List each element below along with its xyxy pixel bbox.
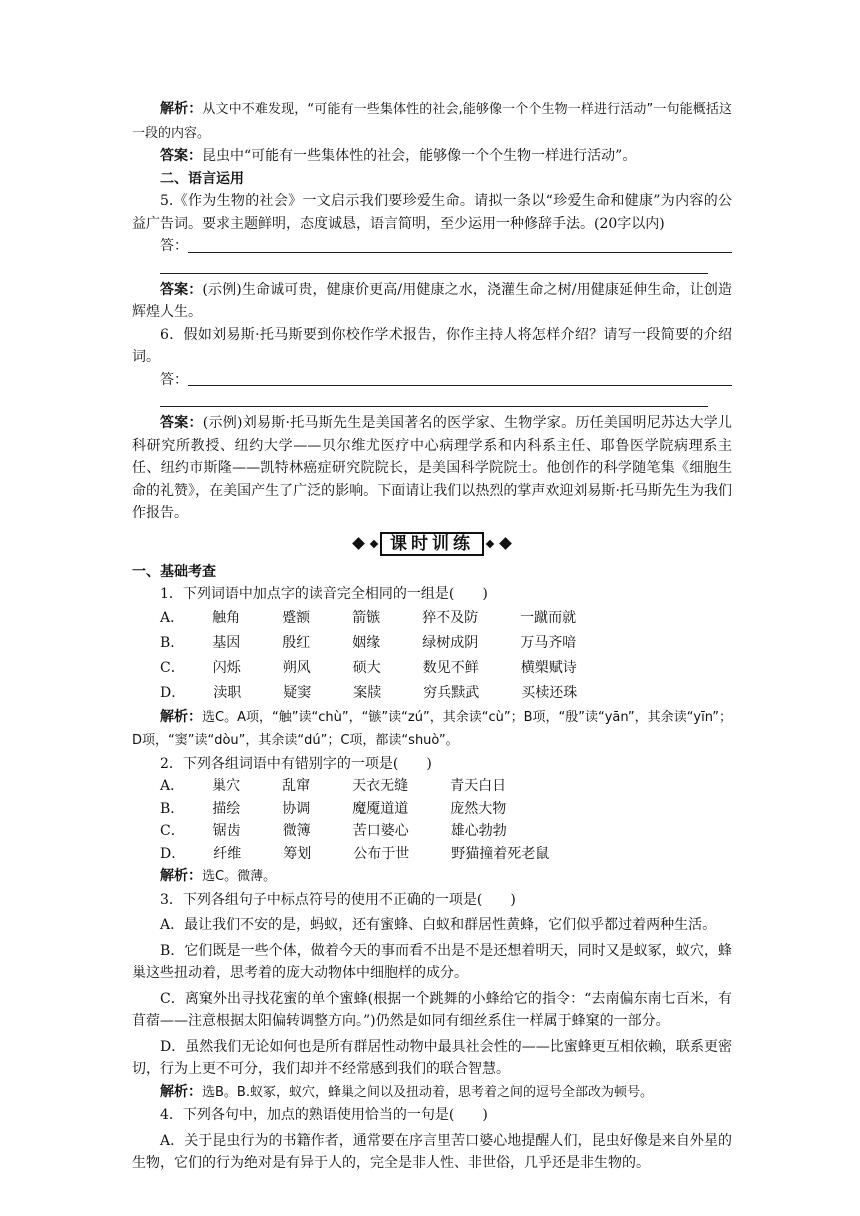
option-word: 买椟还珠: [521, 684, 578, 701]
answer-line-5[interactable]: [132, 235, 732, 258]
answer-6: [132, 412, 732, 525]
option-word: 朔风: [282, 659, 311, 676]
option-a[interactable]: [132, 775, 732, 798]
option-word: 闪烁: [212, 659, 241, 676]
option-word: 苦口婆心: [352, 823, 409, 839]
answer-text: 昆虫中“可能有一些集体性的社会，能够像一个个生物一样进行活动”。: [202, 148, 637, 164]
analysis-label: 解析：: [160, 708, 203, 725]
analysis-text: 从文中不难发现，“可能有一些集体性的社会,能够像一个个生物一样进行活动”一句能概括这一段的内容。: [132, 102, 733, 141]
option-a[interactable]: [132, 606, 732, 631]
diamond-icon: [486, 539, 494, 547]
option-d[interactable]: [132, 843, 732, 866]
option-c[interactable]: [132, 656, 732, 681]
answer-label: 答案：: [160, 281, 203, 298]
option-word: 横槊赋诗: [520, 659, 577, 676]
option-letter: C．: [160, 659, 185, 676]
diamond-icon: [370, 539, 378, 547]
option-letter: D．: [160, 684, 186, 701]
analysis-label: 解析：: [160, 868, 202, 884]
option-word: 蹙额: [282, 609, 311, 626]
question-1-options: [132, 606, 732, 706]
option-word: 乱窜: [282, 778, 311, 794]
option-word: 穷兵黩武: [423, 684, 480, 701]
question-3-analysis: [132, 1081, 732, 1105]
option-word: 基因: [212, 634, 241, 651]
option-word: 一蹴而就: [520, 609, 577, 626]
answer-prompt: 答：: [160, 371, 188, 388]
option-c[interactable]: [132, 820, 732, 843]
option-word: 协调: [282, 800, 311, 817]
section-banner: [132, 531, 732, 557]
option-d[interactable]: [132, 681, 732, 706]
option-c[interactable]: C．离窠外出寻找花蜜的单个蜜蜂(根据一个跳舞的小蜂给它的指令：“去南偏东南七百米，有苜蓿——注意根据太阳偏转调整方向。”)仍然是如同有细丝系住一样属于蜂窠的一部分。: [132, 990, 732, 1029]
analysis-paragraph: [132, 98, 732, 145]
option-word: 公布于世: [353, 845, 410, 862]
answer-text: (示例)刘易斯·托马斯先生是美国著名的医学家、生物学家。历任美国明尼苏达大学儿科研究所教授、纽约大学——贝尔维尤医疗中心病理学系和内科系主任、耶鲁医学院病理系主任、纽约市斯隆——凯特林癌症研究院院长，是美国科学院院士。他创作的科学随笔集《细胞生命的礼赞》，在美国产生了广泛的影响。下面请让我们以热烈的掌声欢迎刘易斯·托马斯先生为我们作报告。: [132, 415, 733, 521]
option-word: 猝不及防: [422, 609, 479, 626]
question-1-analysis: [132, 706, 732, 753]
section-heading-language-use: 二、语言运用: [160, 170, 244, 187]
question-2-analysis: [132, 865, 732, 889]
diamond-icon: [352, 537, 365, 550]
option-b[interactable]: [132, 631, 732, 656]
analysis-text: 选B。B.蚁冢，蚁穴，蜂巢之间以及扭动着，思考着之间的逗号全部改为顿号。: [202, 1084, 653, 1100]
option-word: 绿树成阴: [422, 634, 479, 651]
option-word: 触角: [212, 609, 241, 626]
option-a[interactable]: A．最让我们不安的是，蚂蚁，还有蜜蜂、白蚁和群居性黄蜂，它们似乎都过着两种生活。: [160, 917, 717, 933]
option-word: 微簿: [282, 823, 311, 839]
option-word: 锯齿: [212, 823, 241, 839]
question-2-stem: 2．下列各组词语中有错别字的一项是( ): [160, 755, 432, 772]
option-word: 描绘: [212, 800, 241, 817]
option-letter: B．: [160, 800, 185, 817]
analysis-label: 解析：: [160, 1083, 202, 1100]
answer-blank-2[interactable]: [160, 258, 708, 274]
option-b[interactable]: [132, 798, 732, 821]
answer-blank[interactable]: [188, 370, 732, 386]
banner-title: 课时训练: [380, 532, 484, 556]
answer-line-6[interactable]: [132, 369, 732, 392]
option-word: 万马齐喑: [520, 634, 577, 651]
option-word: 野猫撞着死老鼠: [451, 845, 550, 862]
analysis-text: 选C。A项，“触”读“chù”，“镞”读“zú”，其余读“cù”；B项，“殷”读“yān”，其余读“yīn”；D项，“窦”读“dòu”，其余读“dú”；C项，都读“shuò”。: [132, 709, 733, 748]
document-page: [132, 98, 732, 1175]
answer-blank-2[interactable]: [160, 391, 708, 407]
question-5: 5.《作为生物的社会》一文启示我们要珍爱生命。请拟一条以“珍爱生命和健康”为内容的公益广告词。要求主题鲜明，态度诚恳，语言简明，至少运用一种修辞手法。(20字以内): [132, 193, 732, 232]
option-letter: B．: [160, 634, 185, 651]
option-word: 硕大: [352, 659, 381, 676]
option-word: 渎职: [213, 684, 242, 701]
option-letter: A．: [160, 609, 185, 626]
answer-prompt: 答：: [160, 238, 188, 254]
option-word: 庞然大物: [450, 800, 507, 817]
option-word: 疑窦: [283, 684, 312, 701]
question-6: 6．假如刘易斯·托马斯要到你校作学术报告，你作主持人将怎样介绍？请写一段简要的介绍词。: [132, 326, 732, 365]
option-word: 纤维: [213, 845, 242, 862]
option-word: 魔魇道道: [352, 800, 409, 817]
option-word: 青天白日: [450, 778, 507, 794]
option-d[interactable]: D．虽然我们无论如何也是所有群居性动物中最具社会性的——比蜜蜂更互相依赖，联系更密切，行为上更不可分，我们却并不经常感到我们的联合智慧。: [132, 1038, 732, 1077]
question-4-stem: 4．下列各句中，加点的熟语使用恰当的一句是( ): [160, 1107, 488, 1123]
option-letter: A．: [160, 778, 185, 794]
option-word: 巢穴: [212, 778, 241, 794]
section-heading-basics: 一、基础考查: [132, 563, 216, 580]
question-2-options: [132, 775, 732, 865]
answer-label: 答案：: [160, 148, 202, 164]
option-word: 姻缘: [352, 634, 381, 651]
option-letter: C．: [160, 823, 185, 839]
option-letter: D．: [160, 845, 186, 862]
option-word: 筹划: [283, 845, 312, 862]
answer-label: 答案：: [160, 415, 203, 431]
option-word: 箭镞: [352, 609, 381, 626]
option-word: 天衣无缝: [352, 778, 409, 794]
option-word: 案牍: [353, 684, 382, 701]
option-word: 殷红: [282, 634, 311, 651]
option-word: 雄心勃勃: [450, 823, 507, 839]
answer-text: (示例)生命诚可贵，健康价更高/用健康之水，浇灌生命之树/用健康延伸生命，让创造辉煌人生。: [132, 281, 732, 320]
option-a[interactable]: A．关于昆虫行为的书籍作者，通常要在序言里苦口婆心地提醒人们，昆虫好像是来自外星的生物，它们的行为绝对是有异于人的，完全是非人性、非世俗，几乎还是非生物的。: [132, 1132, 732, 1171]
answer-paragraph: [132, 145, 732, 168]
answer-5: [132, 279, 732, 324]
analysis-label: 解析：: [160, 101, 203, 117]
answer-blank[interactable]: [188, 237, 732, 253]
option-word: 数见不鲜: [422, 659, 479, 676]
question-3-stem: 3．下列各组句子中标点符号的使用不正确的一项是( ): [160, 891, 516, 908]
question-1-stem: 1．下列词语中加点字的读音完全相同的一组是( ): [160, 586, 488, 602]
diamond-icon: [499, 537, 512, 550]
option-b[interactable]: B．它们既是一些个体，做着今天的事而看不出是不是还想着明天，同时又是蚁冢，蚁穴，蜂巢这些扭动着，思考着的庞大动物体中细胞样的成分。: [132, 942, 732, 981]
analysis-text: 选C。微薄。: [202, 869, 277, 884]
